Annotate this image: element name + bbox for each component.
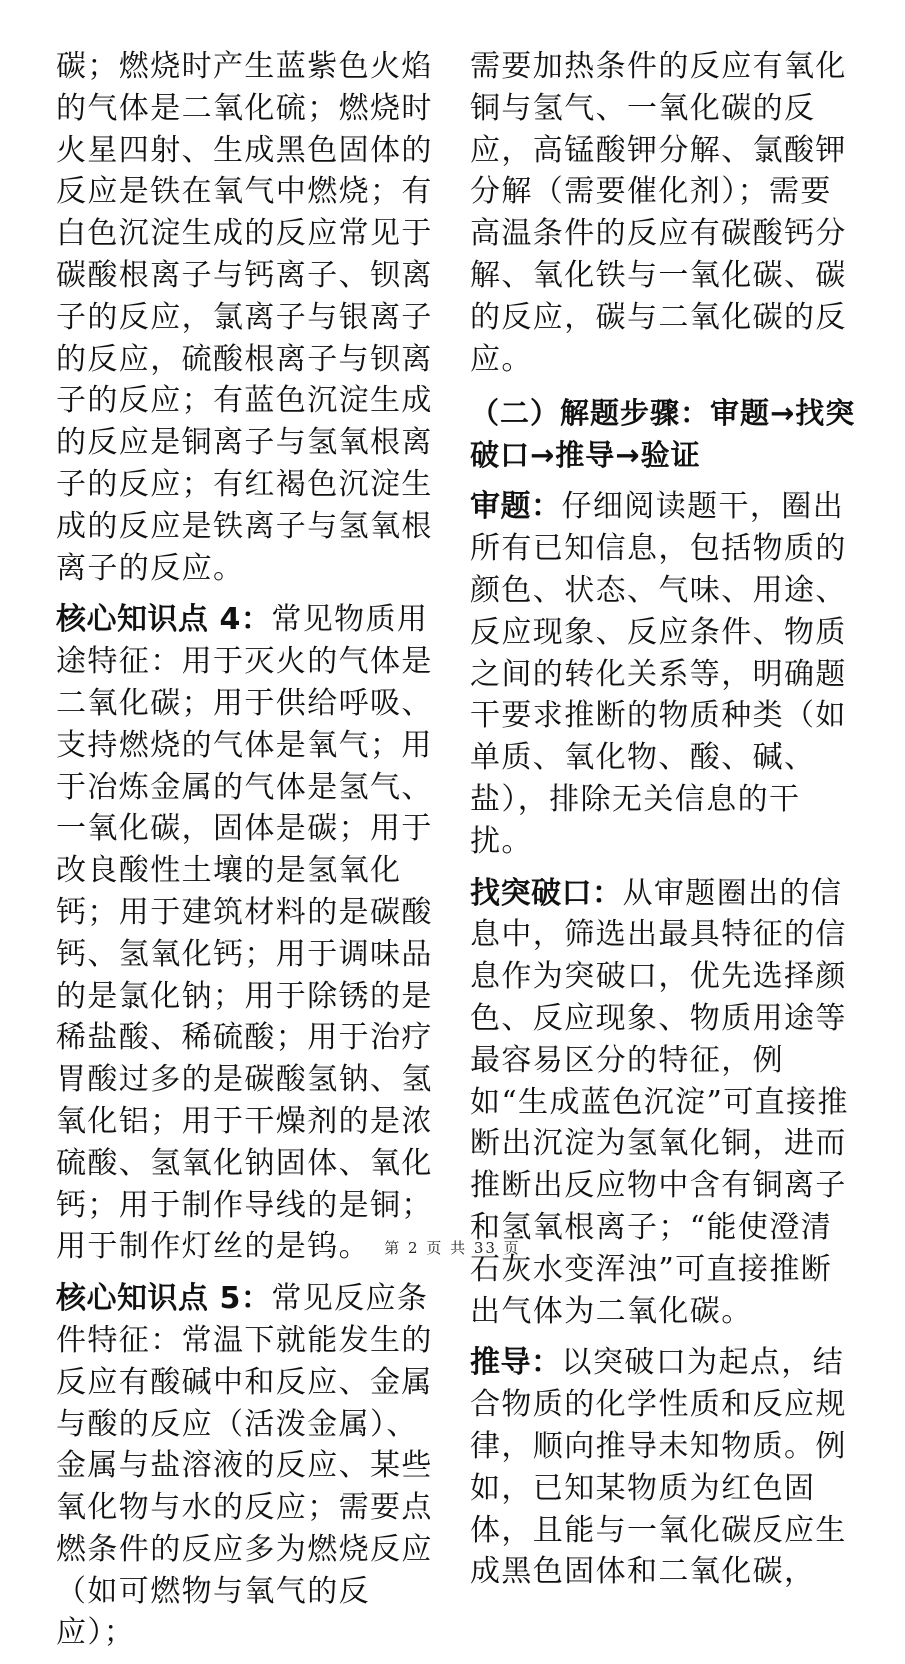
left-paragraph-reaction-phenomena: 碳；燃烧时产生蓝紫色火焰的气体是二氧化硫；燃烧时火星四射、生成黑色固体的反应是铁在氧气中燃烧；有白色沉淀生成的反应常见于碳酸根离子与钙离子、钡离子的反应，氯离子与银离子的反应，硫酸根离子与钡离子的反应；有蓝色沉淀生成的反应是铜离子与氢氧根离子的反应；有红褐色沉淀生成的反应是铁离子与氢氧根离子的反应。 <box>56 49 433 586</box>
knowledge-point-5 <box>56 1278 444 1654</box>
step-shenti-text: 仔细阅读题干，圈出所有已知信息，包括物质的颜色、状态、气味、用途、反应现象、反应条件、物质之间的转化关系等，明确题干要求推断的物质种类（如单质、氧化物、酸、碱、盐），排除无关信息的干扰。 <box>470 489 847 859</box>
step-tuidao-text: 以突破口为起点，结合物质的化学性质和反应规律，顺向推导未知物质。例如，已知某物质为红色固体，且能与一氧化碳反应生成黑色固体和二氧化碳， <box>470 1345 847 1590</box>
step-tupo-label: 找突破口： <box>470 875 623 911</box>
step-shenti-label: 审题： <box>470 489 562 525</box>
knowledge-point-5-text: 常见反应条件特征：常温下就能发生的反应有酸碱中和反应、金属与酸的反应（活泼金属）、金属与盐溶液的反应、某些氧化物与水的反应；需要点燃条件的反应多为燃烧反应（如可燃物与氧气的反应）； <box>56 1281 433 1651</box>
left-column <box>56 46 444 1664</box>
right-column <box>470 46 862 1603</box>
section-heading-solving-steps: （二）解题步骤：审题→找突破口→推导→验证 <box>470 396 856 473</box>
knowledge-point-4 <box>56 599 444 1268</box>
knowledge-point-5-label: 核心知识点 5： <box>56 1281 272 1317</box>
page-number-footer: 第 2 页 共 33 页 <box>384 1239 521 1257</box>
knowledge-point-4-label: 核心知识点 4： <box>56 602 272 638</box>
step-tupo <box>470 873 862 1333</box>
knowledge-point-4-text: 常见物质用途特征：用于灭火的气体是二氧化碳；用于供给呼吸、支持燃烧的气体是氧气；用于冶炼金属的气体是氢气、一氧化碳，固体是碳；用于改良酸性土壤的是氢氧化钙；用于建筑材料的是碳酸钙、氢氧化钙；用于调味品的是氯化钠；用于除锈的是稀盐酸、稀硫酸；用于治疗胃酸过多的是碳酸氢钠、氢氧化铝；用于干燥剂的是浓硫酸、氢氧化钠固体、氧化钙；用于制作导线的是铜；用于制作灯丝的是钨。 <box>56 602 433 1265</box>
step-tuidao-label: 推导： <box>470 1345 562 1381</box>
step-shenti <box>470 486 862 862</box>
right-paragraph-reaction-conditions: 需要加热条件的反应有氧化铜与氢气、一氧化碳的反应，高锰酸钾分解、氯酸钾分解（需要催化剂）；需要高温条件的反应有碳酸钙分解、氧化铁与一氧化碳、碳的反应，碳与二氧化碳的反应。 <box>470 49 847 377</box>
step-tupo-text: 从审题圈出的信息中，筛选出最具特征的信息作为突破口，优先选择颜色、反应现象、物质用途等最容易区分的特征，例如“生成蓝色沉淀”可直接推断出沉淀为氢氧化铜，进而推断出反应物中含有铜离子和氢氧根离子；“能使澄清石灰水变浑浊”可直接推断出气体为二氧化碳。 <box>470 875 849 1329</box>
step-tuidao <box>470 1342 862 1593</box>
